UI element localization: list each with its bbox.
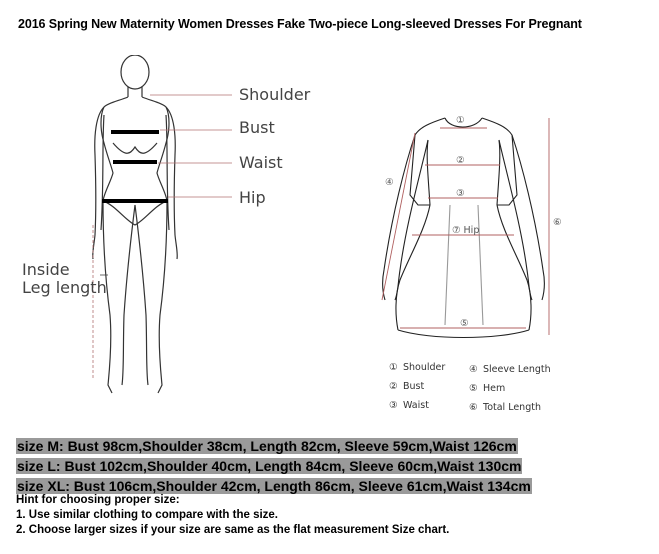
legend-4-label: Sleeve Length [483, 364, 551, 375]
legend-1-num: ① [389, 362, 398, 373]
measurement-diagram [0, 55, 659, 435]
label-shoulder: Shoulder [239, 85, 311, 104]
size-xl-text: size XL: Bust 106cm,Shoulder 42cm, Length 86cm, Sleeve 61cm,Waist 134cm [17, 478, 531, 494]
label-inside: Inside [22, 260, 70, 279]
size-l-text: size L: Bust 102cm,Shoulder 40cm, Length 84cm, Sleeve 60cm,Waist 130cm [17, 458, 522, 474]
product-title: 2016 Spring New Maternity Women Dresses Fake Two-piece Long-sleeved Dresses For Pregnant [18, 17, 582, 31]
size-row-l [16, 458, 532, 476]
body-bands [102, 132, 168, 201]
legend-6-label: Total Length [483, 402, 541, 413]
dress-marker-4: ④ [385, 177, 394, 188]
legend-3-label: Waist [403, 400, 429, 411]
legend-6-num: ⑥ [469, 402, 478, 413]
dress-marker-3: ③ [456, 188, 465, 199]
legend-3-num: ③ [389, 400, 398, 411]
body-leader-lines [93, 95, 232, 380]
dress-legend [389, 362, 551, 413]
size-row-m [16, 438, 532, 456]
dress-marker-7: ⑦ Hip [452, 225, 480, 236]
hint-line-1: 1. Use similar clothing to compare with the size. [16, 509, 279, 521]
dress-marker-5: ⑤ [460, 318, 469, 329]
hint-heading: Hint for choosing proper size: [16, 494, 180, 506]
label-waist: Waist [239, 153, 283, 172]
legend-1-label: Shoulder [403, 362, 446, 373]
body-figure [93, 55, 178, 393]
legend-5-label: Hem [483, 383, 506, 394]
dress-marker-6: ⑥ [553, 217, 562, 228]
size-list [16, 438, 532, 498]
label-leg-length: Leg length [22, 278, 107, 297]
legend-2-label: Bust [403, 381, 425, 392]
size-hint [16, 493, 449, 538]
legend-5-num: ⑤ [469, 383, 478, 394]
hint-line-2: 2. Choose larger sizes if your size are same as the flat measurement Size chart. [16, 524, 450, 536]
dress-marker-2: ② [456, 155, 465, 166]
dress-marker-1: ① [456, 115, 465, 126]
label-hip: Hip [239, 188, 266, 207]
legend-4-num: ④ [469, 364, 478, 375]
size-m-text: size M: Bust 98cm,Shoulder 38cm, Length 82cm, Sleeve 59cm,Waist 126cm [17, 438, 517, 454]
label-bust: Bust [239, 118, 275, 137]
legend-2-num: ② [389, 381, 398, 392]
